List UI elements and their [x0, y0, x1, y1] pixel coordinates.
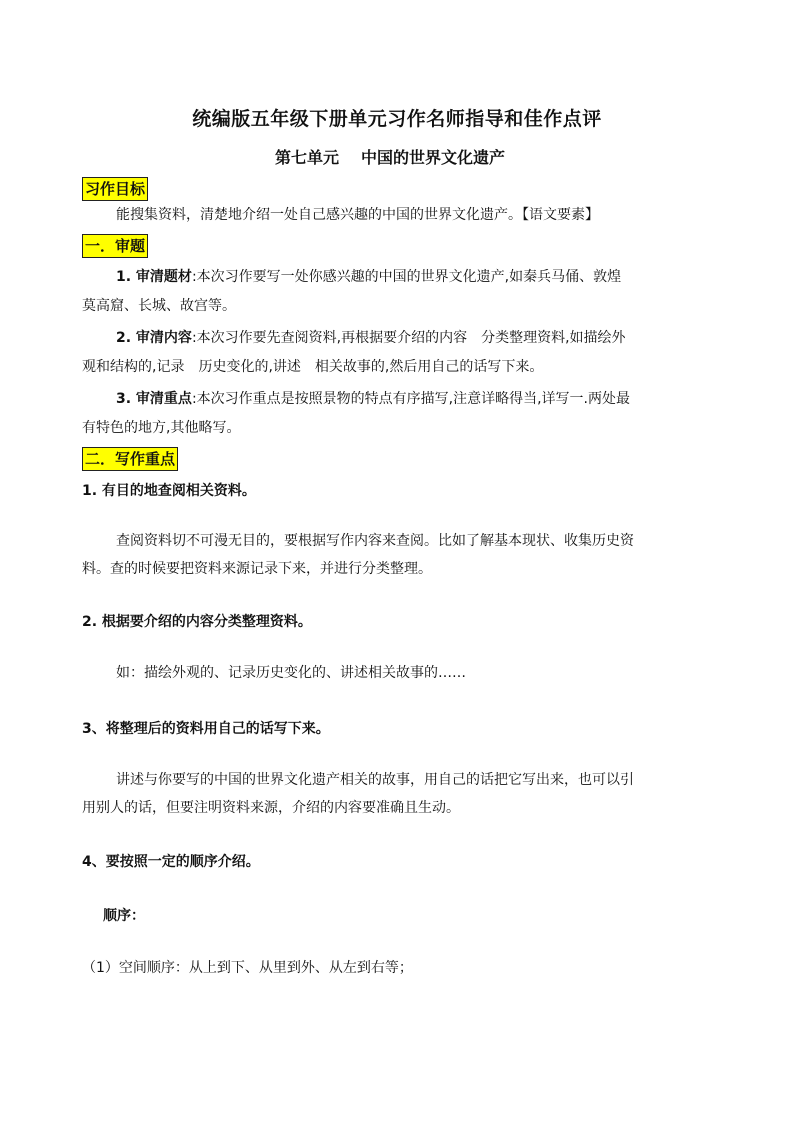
point1-line1: 查阅资料切不可漫无目的，要根据写作内容来查阅。比如了解基本现状、收集历史资	[116, 533, 634, 549]
document-title: 统编版五年级下册单元习作名师指导和佳作点评	[192, 108, 602, 130]
goal-text: 能搜集资料，清楚地介绍一处自己感兴趣的中国的世界文化遗产。【语文要素】	[116, 207, 599, 223]
unit-label: 第七单元	[275, 148, 340, 167]
point3-line1: 讲述与你要写的中国的世界文化遗产相关的故事，用自己的话把它写出来，也可以引	[116, 772, 634, 788]
section1-item2-label: 2. 审清内容	[116, 330, 192, 346]
section2-tag: 二．写作重点	[82, 447, 178, 471]
point4-heading: 4、要按照一定的顺序介绍。	[82, 854, 260, 870]
section1-item2-line2: 观和结构的,记录 历史变化的,讲述 相关故事的,然后用自己的话写下来。	[82, 359, 544, 375]
order-label: 顺序：	[103, 908, 145, 924]
order-item1: （1）空间顺序：从上到下、从里到外、从左到右等；	[82, 960, 413, 976]
point2-line1: 如：描绘外观的、记录历史变化的、讲述相关故事的……	[116, 665, 466, 681]
point2-heading: 2. 根据要介绍的内容分类整理资料。	[82, 614, 312, 630]
section1-item2-line1: 2. 审清内容:本次习作要先查阅资料,再根据要介绍的内容 分类整理资料,如描绘外	[116, 330, 626, 346]
section1-item3-line2: 有特色的地方,其他略写。	[82, 420, 241, 436]
point3-heading: 3、将整理后的资料用自己的话写下来。	[82, 721, 330, 737]
point1-heading: 1. 有目的地查阅相关资料。	[82, 483, 256, 499]
point1-line2: 料。查的时候要把资料来源记录下来，并进行分类整理。	[82, 561, 432, 577]
section1-item1-line1: 1. 审清题材:本次习作要写一处你感兴趣的中国的世界文化遗产,如秦兵马俑、敦煌	[116, 269, 622, 285]
section1-item3-line1: 3. 审清重点:本次习作重点是按照景物的特点有序描写,注意详略得当,详写一.两处最	[116, 391, 631, 407]
section1-item1-label: 1. 审清题材	[116, 269, 192, 285]
unit-subtitle	[275, 145, 505, 168]
section1-tag: 一．审题	[82, 234, 148, 258]
point3-line2: 用别人的话，但要注明资料来源，介绍的内容要准确且生动。	[82, 800, 460, 816]
section1-item3-label: 3. 审清重点	[116, 391, 192, 407]
section1-item1-line2: 莫高窟、长城、故宫等。	[82, 298, 236, 314]
goal-tag: 习作目标	[82, 177, 148, 201]
unit-topic: 中国的世界文化遗产	[361, 148, 506, 167]
